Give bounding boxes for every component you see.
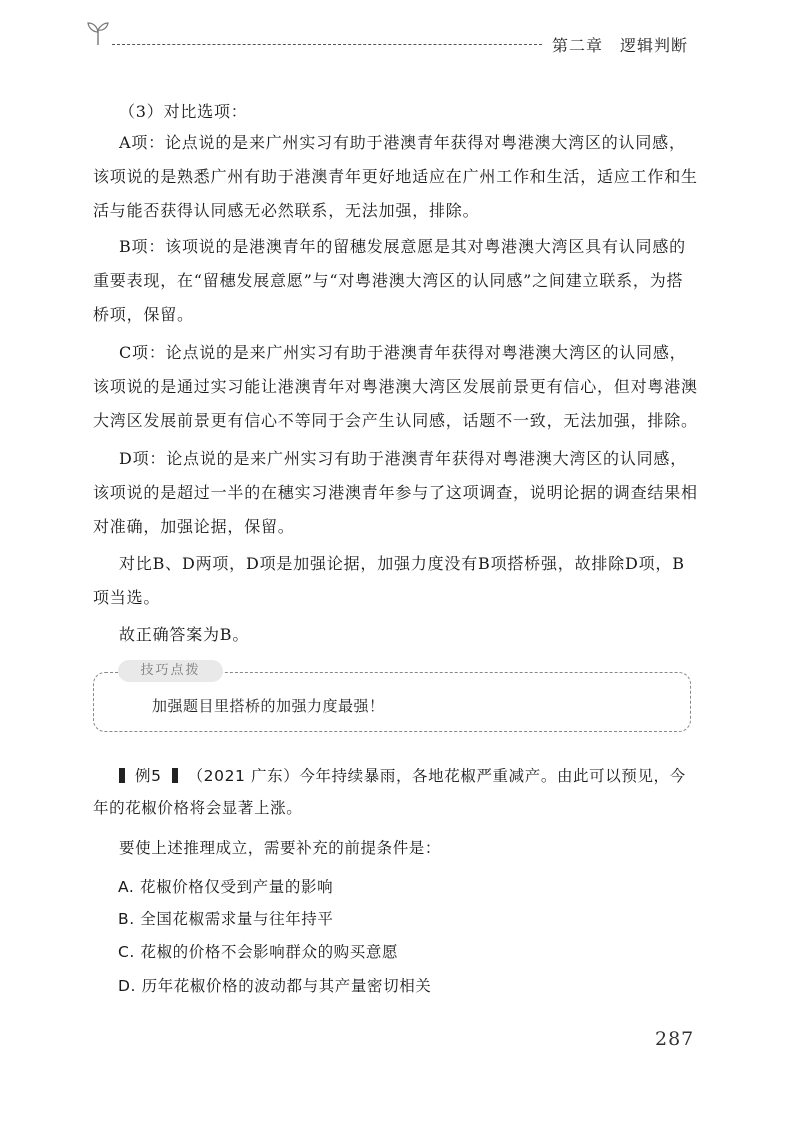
page-header xyxy=(0,0,800,70)
tip-text: 加强题目里搭桥的加强力度最强！ xyxy=(152,697,385,715)
example-source: （2021 广东） xyxy=(187,767,300,785)
answer-text: 故正确答案为B。 xyxy=(119,625,250,644)
example-label: 例5 xyxy=(135,767,162,785)
page-number: 287 xyxy=(655,1028,695,1050)
step-heading: （3）对比选项： xyxy=(119,102,248,121)
example-marker-left xyxy=(119,768,125,783)
option-b: B. 全国花椒需求量与往年持平 xyxy=(118,910,334,928)
analysis-option-d: D项：论点说的是来广州实习有助于港澳青年获得对粤港澳大湾区的认同感，该项说的是超过一半的在穗实习港澳青年参与了这项调查，说明论据的调查结果相对准确，加强论据，保留。 xyxy=(93,449,698,536)
analysis-option-a: A项：论点说的是来广州实习有助于港澳青年获得对粤港澳大湾区的认同感，该项说的是熟悉广州有助于港澳青年更好地适应在广州工作和生活，适应工作和生活与能否获得认同感无必然联系，无法加强，排除。 xyxy=(93,133,698,220)
option-a: A. 花椒价格仅受到产量的影响 xyxy=(118,878,334,896)
option-d: D. 历年花椒价格的波动都与其产量密切相关 xyxy=(118,977,432,995)
example-prompt: 要使上述推理成立，需要补充的前提条件是： xyxy=(119,839,442,857)
sprout-icon xyxy=(86,20,110,46)
example-stem-text: 今年持续暴雨，各地花椒严重减产。由此可以预见，今年的花椒价格将会显著上涨。 xyxy=(93,767,686,817)
tip-label: 技巧点拨 xyxy=(118,660,223,682)
chapter-title: 第二章 逻辑判断 xyxy=(552,36,689,55)
tip-box xyxy=(93,663,691,732)
example-marker-right xyxy=(172,768,178,783)
analysis-option-c: C项：论点说的是来广州实习有助于港澳青年获得对粤港澳大湾区的认同感，该项说的是通过实习能让港澳青年对粤港澳大湾区发展前景更有信心，但对粤港澳大湾区发展前景更有信心不等同于会产生认同感，话题不一致，无法加强，排除。 xyxy=(93,343,698,430)
comparison-text: 对比B、D两项，D项是加强论据，加强力度没有B项搭桥强，故排除D项，B项当选。 xyxy=(93,554,685,607)
example-stem xyxy=(93,760,698,824)
option-c: C. 花椒的价格不会影响群众的购买意愿 xyxy=(118,943,399,961)
analysis-option-b: B项：该项说的是港澳青年的留穗发展意愿是其对粤港澳大湾区具有认同感的重要表现，在“留穗发展意愿”与“对粤港澳大湾区的认同感”之间建立联系，为搭桥项，保留。 xyxy=(93,237,686,324)
header-rule xyxy=(112,44,542,45)
